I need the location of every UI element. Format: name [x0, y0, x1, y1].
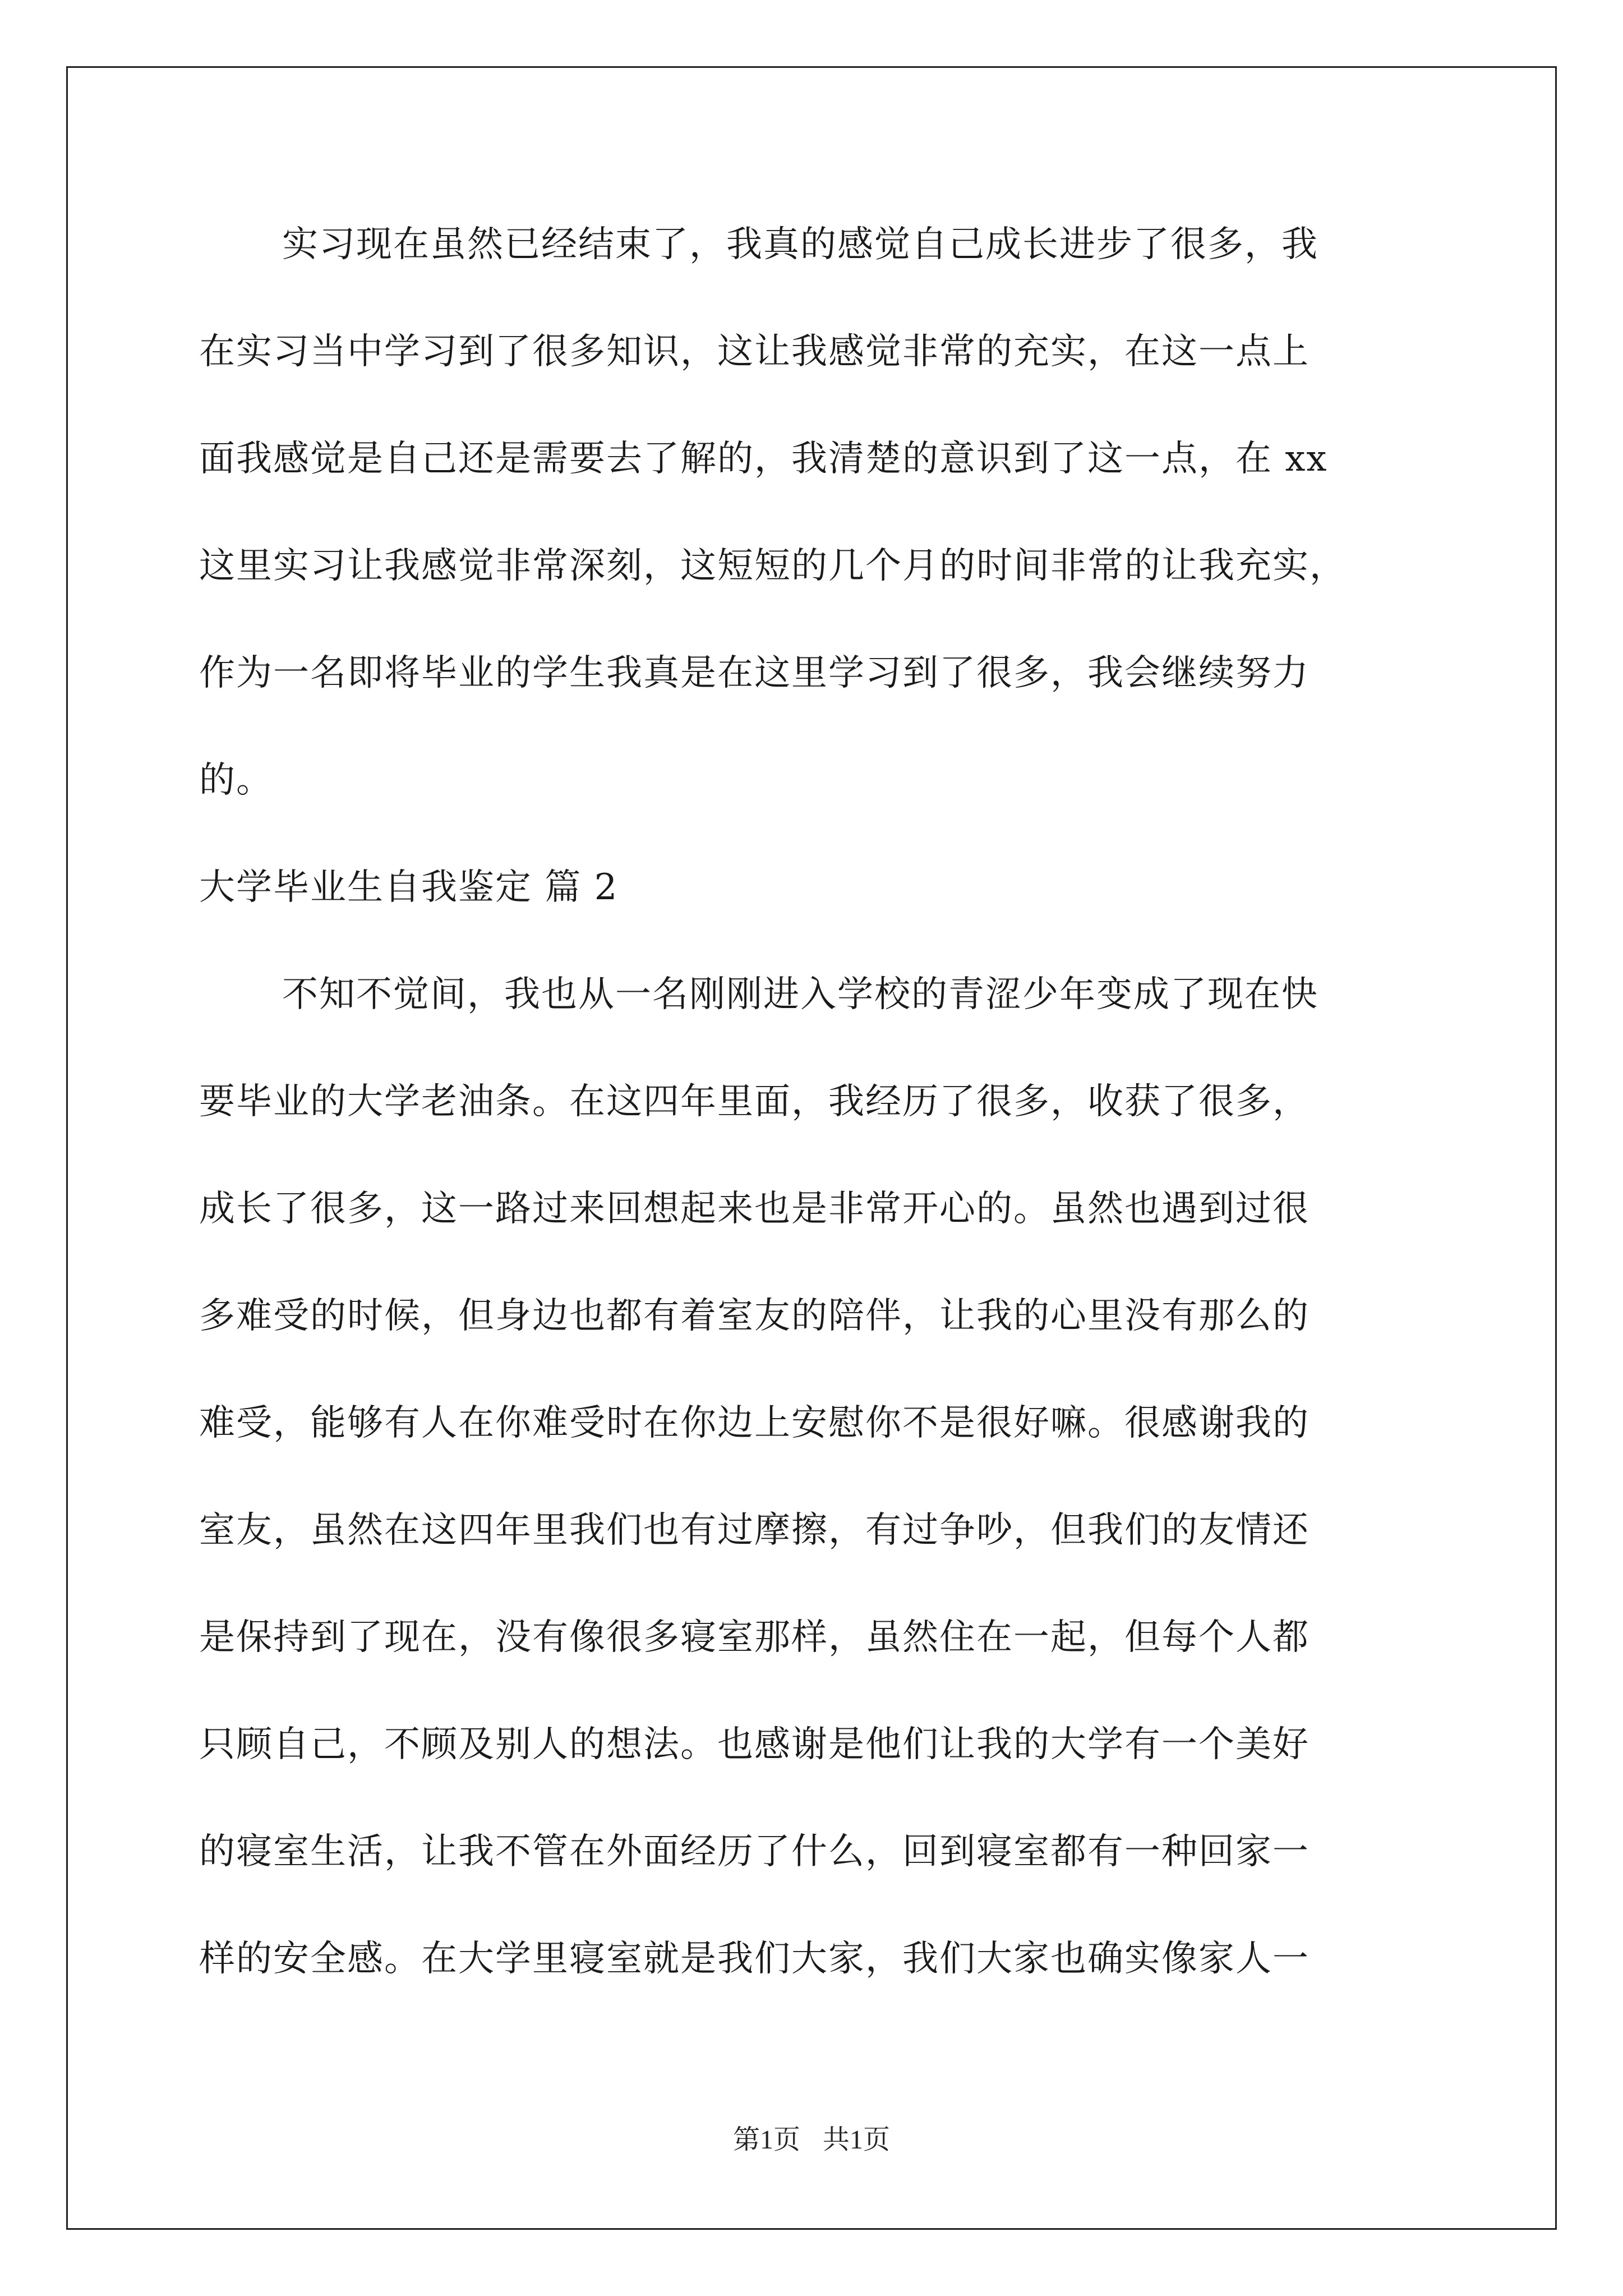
page-number: 第1页	[732, 2125, 800, 2155]
page-total: 共1页	[823, 2125, 891, 2155]
paragraph-1-line: 作为一名即将毕业的学生我真是在这里学习到了很多，我会继续努力	[199, 652, 1310, 694]
paragraph-2-line: 的寝室生活，让我不管在外面经历了什么，回到寝室都有一种回家一	[199, 1831, 1310, 1872]
paragraph-1-line: 实习现在虽然已经结束了，我真的感觉自己成长进步了很多，我	[282, 224, 1318, 265]
paragraph-2-line: 样的安全感。在大学里寝室就是我们大家，我们大家也确实像家人一	[199, 1938, 1310, 1980]
document-body	[199, 218, 1436, 2039]
paragraph-2-line: 室友，虽然在这四年里我们也有过摩擦，有过争吵，但我们的友情还	[199, 1510, 1310, 1551]
paragraph-1-line: 的。	[199, 760, 273, 801]
section-heading: 大学毕业生自我鉴定 篇 2	[199, 867, 619, 908]
paragraph-1-line: 在实习当中学习到了很多知识，这让我感觉非常的充实，在这一点上	[199, 331, 1310, 372]
paragraph-2-line: 多难受的时候，但身边也都有着室友的陪伴，让我的心里没有那么的	[199, 1295, 1310, 1337]
paragraph-2-line: 成长了很多，这一路过来回想起来也是非常开心的。虽然也遇到过很	[199, 1188, 1310, 1230]
paragraph-1-line: 面我感觉是自己还是需要去了解的，我清楚的意识到了这一点，在 xx	[199, 438, 1328, 480]
paragraph-2-line: 要毕业的大学老油条。在这四年里面，我经历了很多，收获了很多，	[199, 1081, 1310, 1122]
page-footer	[0, 2118, 1623, 2156]
paragraph-2-line: 只顾自己，不顾及别人的想法。也感谢是他们让我的大学有一个美好	[199, 1724, 1310, 1765]
paragraph-1-line: 这里实习让我感觉非常深刻，这短短的几个月的时间非常的让我充实，	[199, 545, 1347, 587]
paragraph-2-line: 是保持到了现在，没有像很多寝室那样，虽然住在一起，但每个人都	[199, 1617, 1310, 1658]
paragraph-2-line: 不知不觉间，我也从一名刚刚进入学校的青涩少年变成了现在快	[282, 974, 1318, 1015]
paragraph-2-line: 难受，能够有人在你难受时在你边上安慰你不是很好嘛。很感谢我的	[199, 1402, 1310, 1444]
